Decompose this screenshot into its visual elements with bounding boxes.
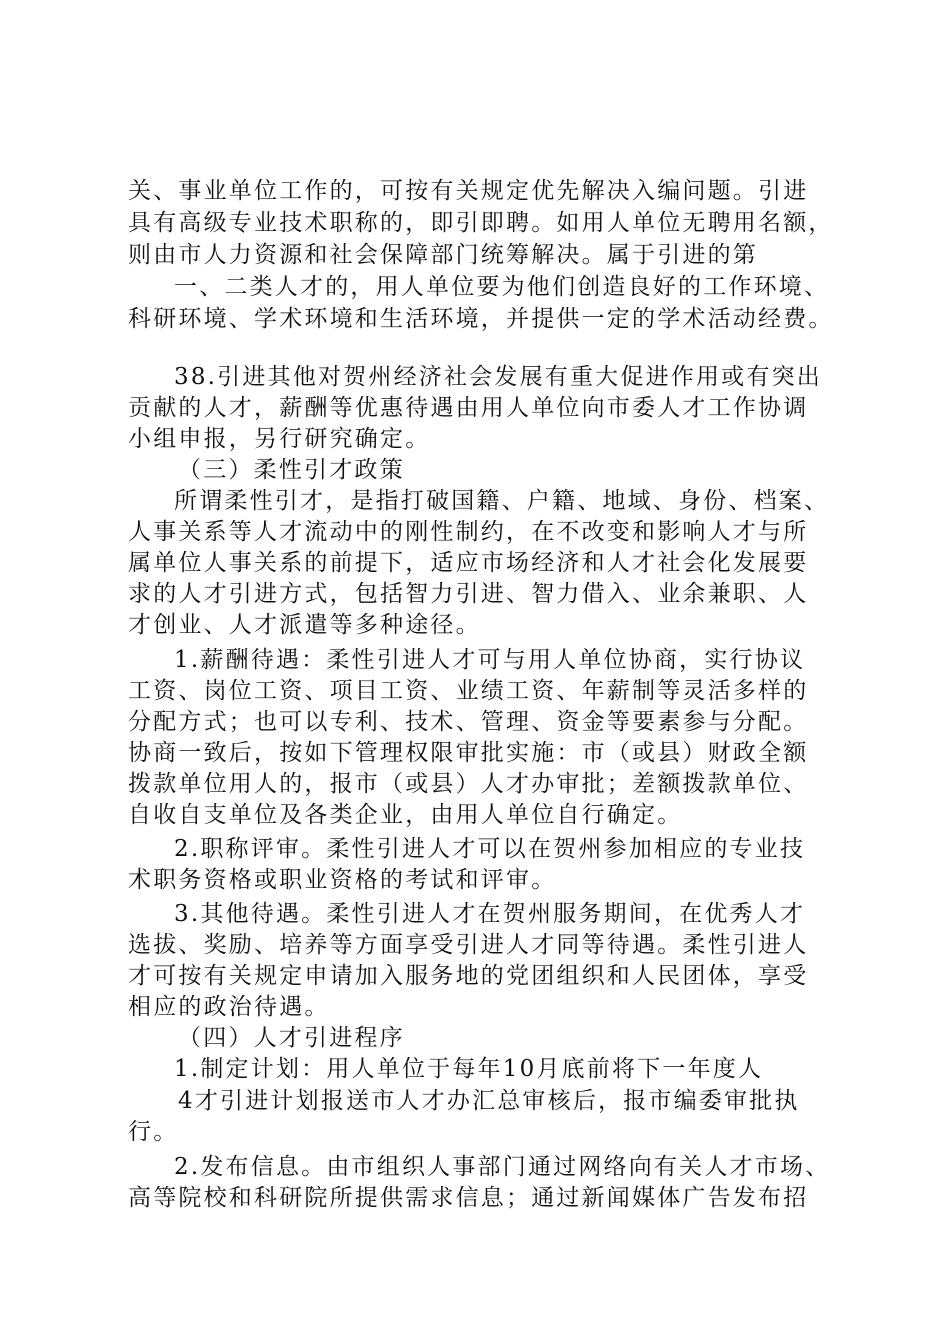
- text-line: 高等院校和科研院所提供需求信息；通过新闻媒体广告发布招: [128, 1185, 809, 1211]
- text-line: 自收自支单位及各类企业，由用人单位自行确定。: [128, 802, 683, 828]
- text-line: 贡献的人才，薪酬等优惠待遇由用人单位向市委人才工作协调: [128, 395, 809, 421]
- section-heading: （三）柔性引才政策: [178, 457, 405, 483]
- text-line: 人事关系等人才流动中的刚性制约，在不改变和影响人才与所: [128, 519, 809, 545]
- text-line: 2.发布信息。由市组织人事部门通过网络向有关人才市场、: [174, 1154, 831, 1180]
- text-line: 1.制定计划：用人单位于每年10月底前将下一年度人: [174, 1056, 764, 1082]
- text-line: 3.其他待遇。柔性引进人才在贺州服务期间，在优秀人才: [174, 901, 806, 927]
- text-line: 拨款单位用人的，报市（或县）人才办审批；差额拨款单位、: [128, 771, 809, 797]
- text-line: 相应的政治待遇。: [128, 994, 330, 1020]
- text-line: 具有高级专业技术职称的，即引即聘。如用人单位无聘用名额，: [128, 210, 834, 236]
- text-line: 行。: [128, 1119, 179, 1145]
- text-line: 一、二类人才的，用人单位要为他们创造良好的工作环境、: [174, 274, 830, 300]
- text-line: 工资、岗位工资、项目工资、业绩工资、年薪制等灵活多样的: [128, 678, 809, 704]
- text-line: 4才引进计划报送市人才办汇总审核后，报市编委审批执: [178, 1088, 800, 1114]
- text-line: 则由市人力资源和社会保障部门统筹解决。属于引进的第: [128, 242, 758, 268]
- text-line: 1.薪酬待遇：柔性引进人才可与用人单位协商，实行协议: [174, 647, 806, 673]
- text-line: 选拔、奖励、培养等方面享受引进人才同等待遇。柔性引进人: [128, 932, 809, 958]
- text-line: 科研环境、学术环境和生活环境，并提供一定的学术活动经费。: [128, 306, 834, 332]
- text-line: 属单位人事关系的前提下，适应市场经济和人才社会化发展要: [128, 550, 809, 576]
- text-line: 术职务资格或职业资格的考试和评审。: [128, 867, 557, 893]
- text-line: 协商一致后，按如下管理权限审批实施：市（或县）财政全额: [128, 740, 809, 766]
- text-line: 关、事业单位工作的，可按有关规定优先解决入编问题。引进: [128, 178, 809, 204]
- text-line: 38.引进其他对贺州经济社会发展有重大促进作用或有突出: [174, 364, 822, 390]
- section-heading: （四）人才引进程序: [178, 1025, 405, 1051]
- text-line: 分配方式；也可以专利、技术、管理、资金等要素参与分配。: [128, 709, 809, 735]
- text-line: 才创业、人才派遣等多种途径。: [128, 612, 481, 638]
- text-line: 所谓柔性引才，是指打破国籍、户籍、地域、身份、档案、: [174, 488, 830, 514]
- text-line: 求的人才引进方式，包括智力引进、智力借入、业余兼职、人: [128, 581, 809, 607]
- text-line: 小组申报，另行研究确定。: [128, 426, 431, 452]
- text-line: 才可按有关规定申请加入服务地的党团组织和人民团体，享受: [128, 963, 809, 989]
- text-line: 2.职称评审。柔性引进人才可以在贺州参加相应的专业技: [174, 836, 806, 862]
